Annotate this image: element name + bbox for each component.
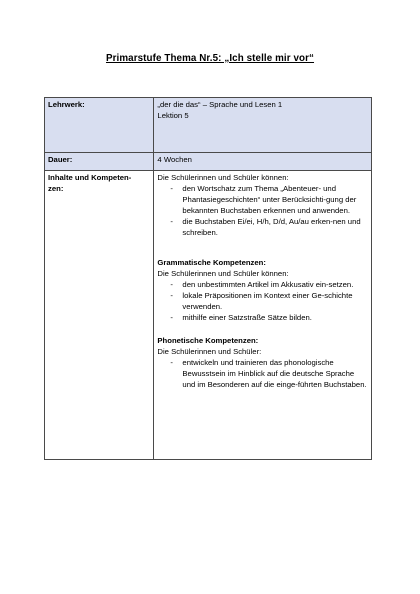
grammatik-intro: Die Schülerinnen und Schüler können: [157,269,289,279]
list-item: - lokale Präpositionen im Kontext einer Ge-schichte verwenden. [157,291,368,313]
table-row-inhalte [45,171,372,460]
lehrwerk-lektion: Lektion 5 [157,110,189,120]
phonetik-heading: Phonetische Kompetenzen: [157,335,259,345]
lehrwerk-value [154,98,372,153]
lesson-plan-table [44,97,372,460]
inhalte-list [157,184,368,239]
list-item: - den unbestimmten Artikel im Akkusativ ein-setzen. [157,280,368,291]
list-item: - die Buchstaben Ei/ei, H/h, D/d, Au/au erken-nen und schreiben. [157,217,368,239]
lehrwerk-title: „der die das“ – Sprache und Lesen 1 [157,100,283,109]
phonetik-list [157,358,368,391]
list-item: - mithilfe einer Satzstraße Sätze bilden. [157,313,368,324]
inhalte-label [45,171,154,460]
grammatik-list [157,280,368,324]
page-title: Primarstufe Thema Nr.5: „Ich stelle mir vor“ [105,53,315,64]
grammatik-heading: Grammatische Kompetenzen: [157,258,266,268]
inhalte-label-line2: zen: [48,183,64,193]
table-row-lehrwerk [45,98,372,153]
inhalte-intro: Die Schülerinnen und Schüler können: [157,173,289,182]
list-item: - den Wortschatz zum Thema „Abenteuer- und Phantasiegeschichten“ unter Berücksichti-gung der bekannten Buchstaben erkennen und anwenden. [157,184,368,217]
dauer-value: 4 Wochen [154,153,372,171]
inhalte-label-line1: Inhalte und Kompeten- [48,173,132,182]
table-row-dauer [45,153,372,171]
dauer-label: Dauer: [45,153,154,171]
lehrwerk-label: Lehrwerk: [45,98,154,153]
list-item: - entwickeln und trainieren das phonologische Bewusstsein im Hinblick auf die deutsche Sprache und im Besonderen auf die einge-führten Buchstaben. [157,358,368,391]
inhalte-value [154,171,372,460]
phonetik-intro: Die Schülerinnen und Schüler: [157,346,262,356]
